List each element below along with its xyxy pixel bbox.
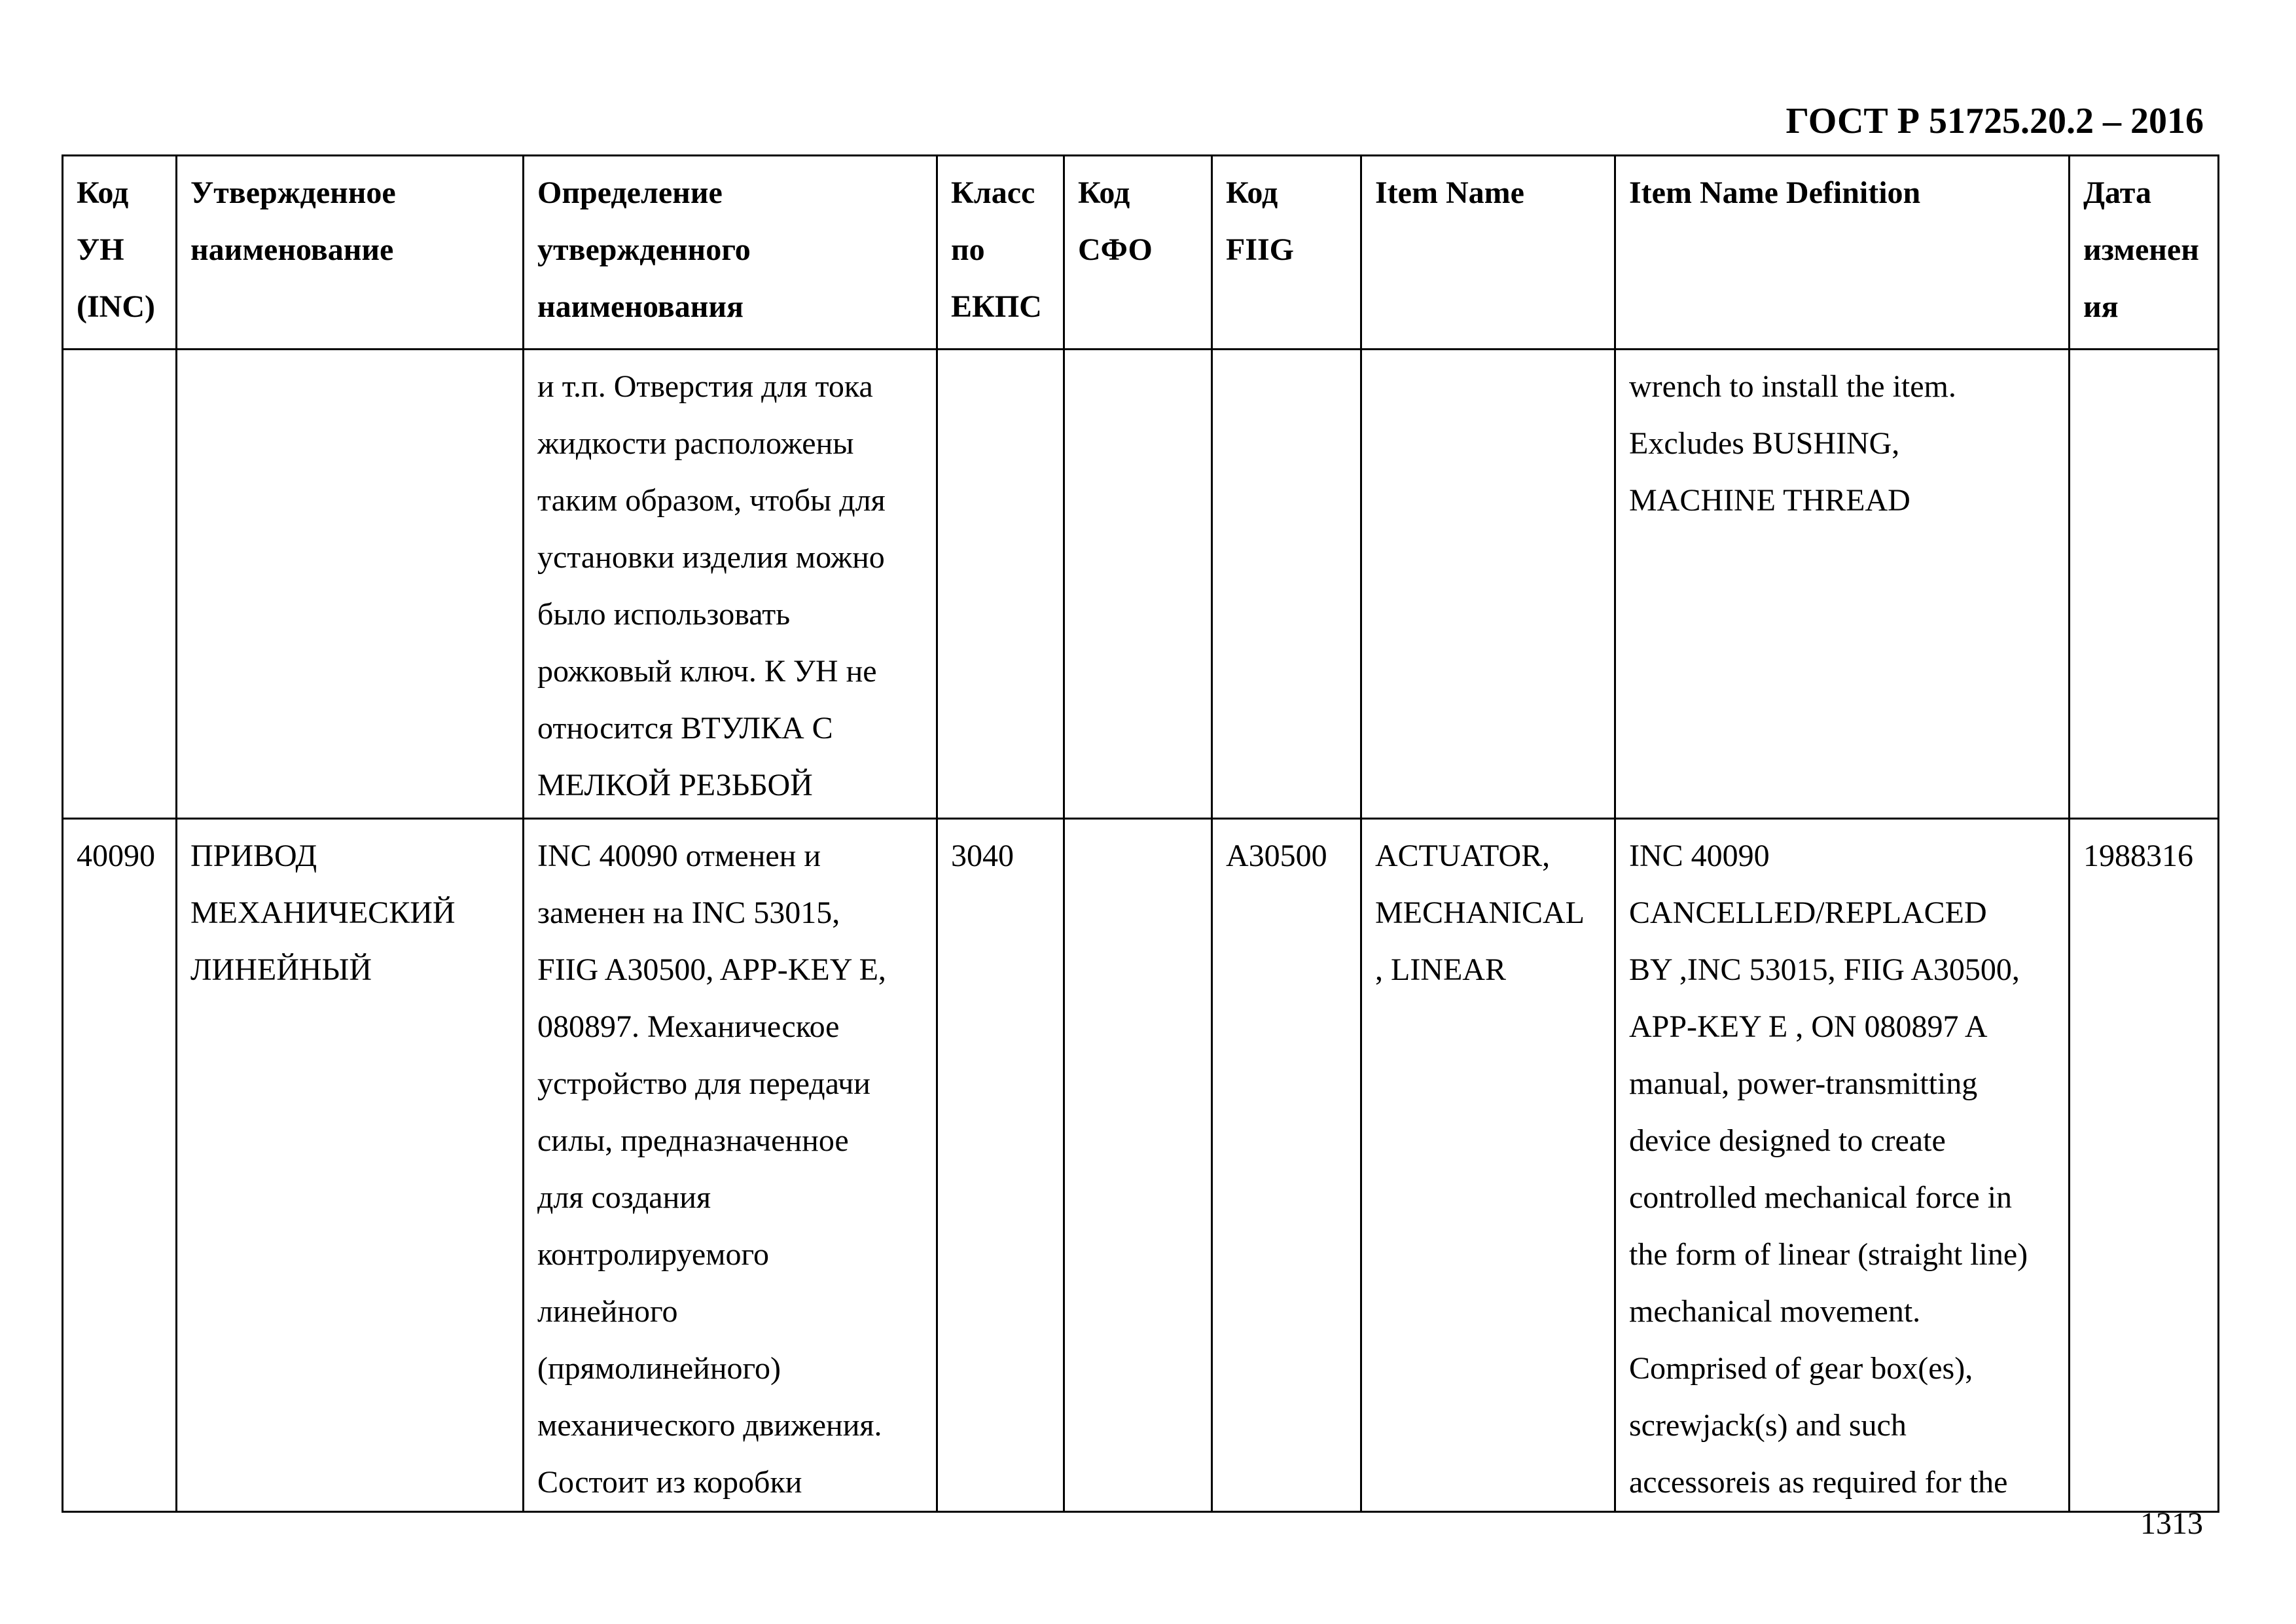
cell-inc xyxy=(63,350,177,819)
cell-approved-name xyxy=(177,350,524,819)
column-header-fiig: Код FIIG xyxy=(1212,156,1361,350)
table-row xyxy=(63,819,2219,1512)
table-header-row xyxy=(63,156,2219,350)
column-header-definition: Определение утвержденного наименования xyxy=(524,156,937,350)
cell-fiig xyxy=(1212,350,1361,819)
cell-date xyxy=(2070,350,2219,819)
document-standard-title: ГОСТ Р 51725.20.2 – 2016 xyxy=(1785,101,2204,141)
cell-date: 1988316 xyxy=(2070,819,2219,1512)
column-header-date: Дата изменен ия xyxy=(2070,156,2219,350)
cell-fiig: A30500 xyxy=(1212,819,1361,1512)
cell-item-name: ACTUATOR, MECHANICAL , LINEAR xyxy=(1361,819,1615,1512)
column-header-sfo: Код СФО xyxy=(1064,156,1212,350)
cell-sfo xyxy=(1064,350,1212,819)
table-row xyxy=(63,350,2219,819)
column-header-class: Класс по ЕКПС xyxy=(937,156,1064,350)
cell-approved-name: ПРИВОД МЕХАНИЧЕСКИЙ ЛИНЕЙНЫЙ xyxy=(177,819,524,1512)
page-number: 1313 xyxy=(2140,1506,2203,1541)
cell-class: 3040 xyxy=(937,819,1064,1512)
cell-definition: и т.п. Отверстия для тока жидкости расположены таким образом, чтобы для установки изделия можно было использовать рожковый ключ. К УН не относится ВТУЛКА С МЕЛКОЙ РЕЗЬБОЙ xyxy=(524,350,937,819)
cell-item-name xyxy=(1361,350,1615,819)
classification-table xyxy=(62,154,2219,1513)
column-header-item-name: Item Name xyxy=(1361,156,1615,350)
cell-sfo xyxy=(1064,819,1212,1512)
cell-item-name-definition: INC 40090 CANCELLED/REPLACED BY ,INC 53015, FIIG A30500, APP-KEY E , ON 080897 A manual, power-transmitting device designed to create controlled mechanical force in the form of linear (straight line) mechanical movement. Comprised of gear box(es), screwjack(s) and such accessoreis as required for the xyxy=(1615,819,2070,1512)
cell-class xyxy=(937,350,1064,819)
cell-inc: 40090 xyxy=(63,819,177,1512)
cell-item-name-definition: wrench to install the item. Excludes BUSHING, MACHINE THREAD xyxy=(1615,350,2070,819)
column-header-approved-name: Утвержденное наименование xyxy=(177,156,524,350)
column-header-item-name-definition: Item Name Definition xyxy=(1615,156,2070,350)
cell-definition: INC 40090 отменен и заменен на INC 53015, FIIG A30500, APP-KEY E, 080897. Механическое устройство для передачи силы, предназначенное для создания контролируемого линейного (прямолинейного) механического движения. Состоит из коробки xyxy=(524,819,937,1512)
column-header-inc: Код УН (INC) xyxy=(63,156,177,350)
